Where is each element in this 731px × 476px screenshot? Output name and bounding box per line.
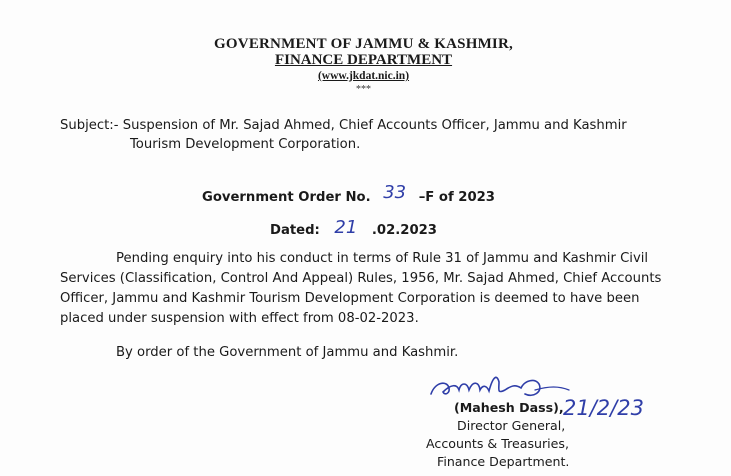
- subject-line-1: [60, 118, 627, 133]
- header-website-link[interactable]: (www.jkdat.nic.in): [317, 70, 410, 82]
- header-separator: ***: [356, 84, 371, 95]
- dated-rest: .02.2023: [371, 223, 437, 238]
- dated-line: [270, 218, 437, 239]
- subject-label: Subject:-: [60, 118, 119, 133]
- closing-line: By order of the Government of Jammu and Kashmir.: [116, 345, 459, 360]
- signatory-office: Accounts & Treasuries,: [426, 436, 569, 451]
- body-line-3: Officer, Jammu and Kashmir Tourism Development Corporation is deemed to have been: [60, 291, 640, 306]
- body-line-2: Services (Classification, Control And Appeal) Rules, 1956, Mr. Sajad Ahmed, Chief Accounts: [60, 271, 662, 286]
- signatory-name: (Mahesh Dass),: [454, 400, 564, 415]
- header-government: GOVERNMENT OF JAMMU & KASHMIR,: [214, 36, 513, 52]
- order-number-line: [202, 182, 495, 206]
- dated-day-handwritten: 21: [334, 217, 358, 238]
- handwritten-signature-date: 21/2/23: [563, 396, 644, 420]
- order-number-handwritten: 33: [383, 182, 407, 203]
- header-department: FINANCE DEPARTMENT: [274, 52, 453, 68]
- subject-text-2: Tourism Development Corporation.: [130, 137, 361, 152]
- signatory-title: Director General,: [457, 418, 566, 433]
- subject-text-1: Suspension of Mr. Sajad Ahmed, Chief Accounts Officer, Jammu and Kashmir: [122, 118, 627, 133]
- dated-label: Dated:: [270, 223, 320, 238]
- body-line-4: placed under suspension with effect from 08-02-2023.: [60, 311, 419, 326]
- signatory-department: Finance Department.: [437, 454, 570, 469]
- order-suffix: –F of 2023: [418, 190, 495, 205]
- order-prefix: Government Order No.: [202, 190, 371, 205]
- body-line-1: Pending enquiry into his conduct in terms of Rule 31 of Jammu and Kashmir Civil: [116, 251, 649, 266]
